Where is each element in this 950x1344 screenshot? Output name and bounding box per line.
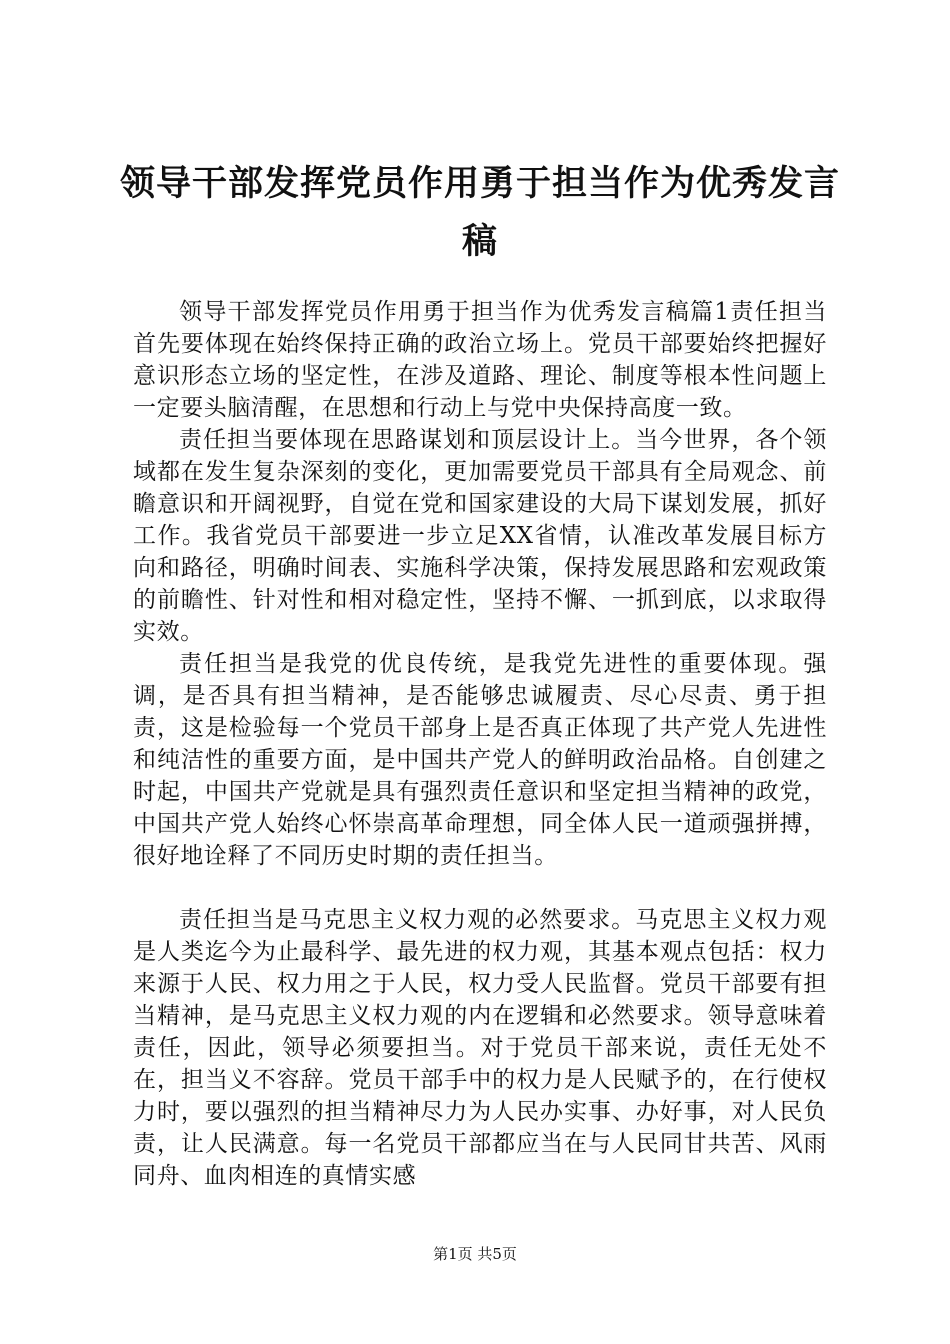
paragraph-2: 责任担当要体现在思路谋划和顶层设计上。当今世界，各个领域都在发生复杂深刻的变化，更加需要党员干部具有全局观念、前瞻意识和开阔视野，自觉在党和国家建设的大局下谋划发展，抓好工作。我省党员干部要进一步立足XX省情，认准改革发展目标方向和路径，明确时间表、实施科学决策，保持发展思路和宏观政策的前瞻性、针对性和相对稳定性，坚持不懈、一抓到底，以求取得实效。 — [133, 427, 827, 645]
document-title: 领导干部发挥党员作用勇于担当作为优秀发言稿 — [120, 164, 841, 262]
page-number-footer: 第1页 共5页 — [433, 1245, 517, 1263]
document-body — [133, 296, 827, 1192]
paragraph-1: 领导干部发挥党员作用勇于担当作为优秀发言稿篇1责任担当首先要体现在始终保持正确的政治立场上。党员干部要始终把握好意识形态立场的坚定性，在涉及道路、理论、制度等根本性问题上一定要头脑清醒，在思想和行动上与党中央保持高度一致。 — [133, 299, 827, 421]
paragraph-3: 责任担当是我党的优良传统，是我党先进性的重要体现。强调，是否具有担当精神，是否能够忠诚履责、尽心尽责、勇于担责，这是检验每一个党员干部身上是否真正体现了共产党人先进性和纯洁性的重要方面，是中国共产党人的鲜明政治品格。自创建之时起，中国共产党就是具有强烈责任意识和坚定担当精神的政党，中国共产党人始终心怀崇高革命理想，同全体人民一道顽强拼搏，很好地诠释了不同历史时期的责任担当。 — [133, 651, 827, 869]
paragraph-4: 责任担当是马克思主义权力观的必然要求。马克思主义权力观是人类迄今为止最科学、最先进的权力观，其基本观点包括：权力来源于人民、权力用之于人民，权力受人民监督。党员干部要有担当精神，是马克思主义权力观的内在逻辑和必然要求。领导意味着责任，因此，领导必须要担当。对于党员干部来说，责任无处不在，担当义不容辞。党员干部手中的权力是人民赋予的，在行使权力时，要以强烈的担当精神尽力为人民办实事、办好事，对人民负责，让人民满意。每一名党员干部都应当在与人民同甘共苦、风雨同舟、血肉相连的真情实感 — [133, 907, 827, 1189]
